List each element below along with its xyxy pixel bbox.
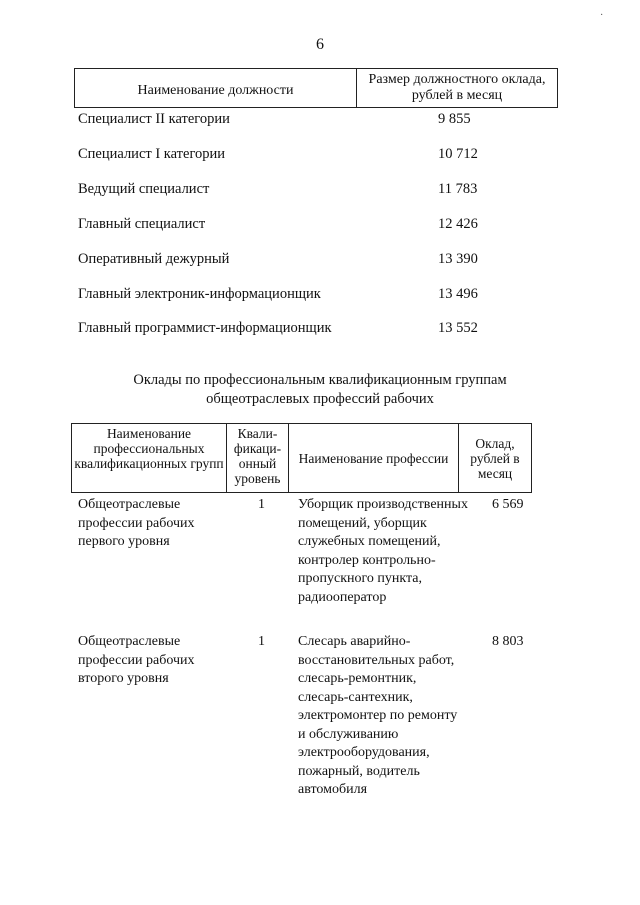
position-name: Оперативный дежурный: [78, 251, 230, 267]
corner-mark: ·: [600, 10, 604, 21]
level-column-header: Квали-фикаци-онный уровень: [227, 424, 289, 492]
position-name: Главный программист-информационщик: [78, 320, 332, 336]
position-salary: 12 426: [438, 216, 478, 232]
position-salary: 11 783: [438, 181, 478, 197]
salary-column-header: Размер должностного оклада, рублей в месяц: [368, 72, 546, 103]
table-row: [78, 216, 558, 236]
position-name: Главный электроник-информационщик: [78, 286, 321, 302]
page-number: 6: [316, 36, 324, 53]
profession-list: Уборщик производственных помещений, уборщик служебных помещений, контролер контрольно-пропускного пункта, радиооператор: [298, 497, 468, 605]
table-row: [78, 320, 558, 340]
section-heading: [0, 371, 640, 409]
position-salary: 10 712: [438, 146, 478, 162]
position-name: Главный специалист: [78, 216, 206, 232]
group-column-header: Наименование профессиональных квалификационных групп: [72, 424, 227, 492]
group-name: Общеотраслевые профессии рабочих первого уровня: [78, 497, 195, 549]
pay-column-header: Оклад, рублей в месяц: [470, 435, 520, 481]
position-salary: 13 552: [438, 320, 478, 336]
position-name: Специалист II категории: [78, 111, 230, 127]
profession-column-header: Наименование профессии: [289, 424, 459, 492]
worker-pay-table-header: [71, 423, 532, 493]
table-row: [78, 181, 558, 201]
position-column-header: Наименование должности: [75, 69, 357, 107]
table-row: [78, 251, 558, 271]
position-name: Ведущий специалист: [78, 181, 210, 197]
qualification-level: 1: [258, 634, 265, 649]
position-salary: 9 855: [438, 111, 471, 127]
table-row: [78, 146, 558, 166]
profession-list: Слесарь аварийно-восстановительных работ, слесарь-ремонтник, слесарь-сантехник, электромонтер по ремонту и обслуживанию электрооборудования, пожарный, водитель автомобиля: [298, 634, 458, 797]
section-heading-line: общеотраслевых профессий рабочих: [206, 391, 434, 407]
salary-table-header: [74, 68, 558, 108]
table-row: [78, 286, 558, 306]
pay-value: 8 803: [492, 634, 524, 649]
group-name: Общеотраслевые профессии рабочих второго уровня: [78, 634, 195, 686]
pay-value: 6 569: [492, 497, 524, 512]
section-heading-line: Оклады по профессиональным квалификационным группам: [133, 372, 507, 388]
position-salary: 13 496: [438, 286, 478, 302]
qualification-level: 1: [258, 497, 265, 512]
table-row: [78, 111, 558, 131]
position-salary: 13 390: [438, 251, 478, 267]
position-name: Специалист I категории: [78, 146, 226, 162]
